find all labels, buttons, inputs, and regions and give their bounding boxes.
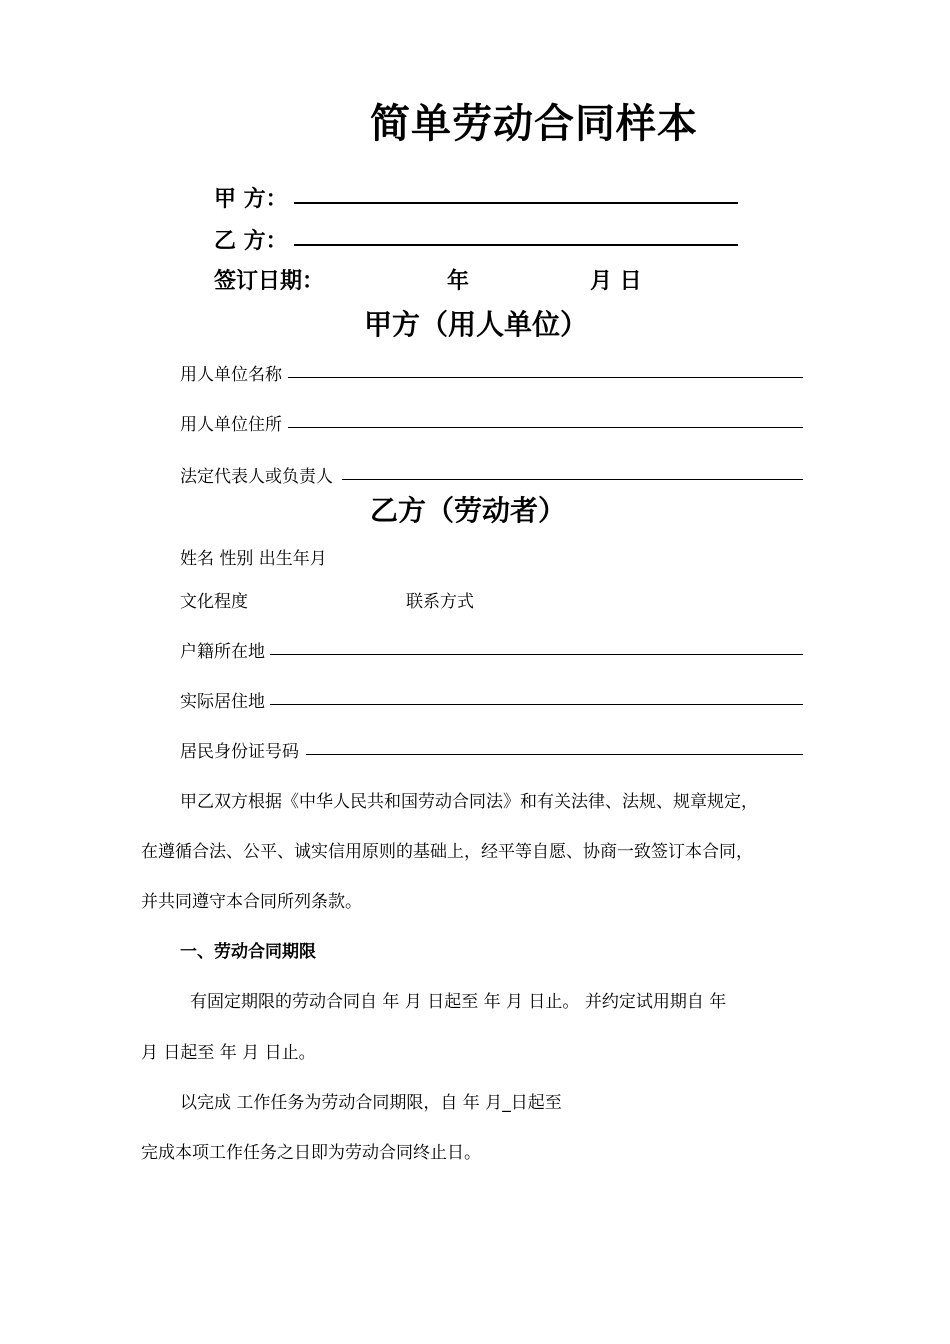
- name-gender-birth-line: 姓名 性别 出生年月: [180, 549, 327, 569]
- party-a-blank[interactable]: [294, 202, 738, 204]
- employer-name-blank[interactable]: [288, 377, 803, 378]
- party-a-label: 甲 方：: [214, 187, 288, 212]
- contact-label: 联系方式: [406, 592, 474, 612]
- education-label: 文化程度: [180, 592, 248, 612]
- clause-1-fixed-term-line-1: 有固定期限的劳动合同自 年 月 日起至 年 月 日止。 并约定试用期自 年: [190, 992, 727, 1012]
- section-b-heading: 乙方（劳动者）: [370, 494, 567, 527]
- clause-1-fixed-term-line-2: 月 日起至 年 月 日止。: [141, 1043, 316, 1063]
- household-reg-label: 户籍所在地: [180, 642, 265, 662]
- id-number-blank[interactable]: [306, 754, 803, 755]
- preamble-line-3: 并共同遵守本合同所列条款。: [141, 892, 362, 912]
- employer-address-blank[interactable]: [288, 427, 803, 428]
- legal-rep-blank[interactable]: [342, 479, 803, 480]
- preamble-line-1: 甲乙双方根据《中华人民共和国劳动合同法》和有关法律、法规、规章规定，: [180, 792, 758, 812]
- employer-name-label: 用人单位名称: [180, 365, 282, 385]
- legal-rep-label: 法定代表人或负责人: [180, 467, 333, 487]
- sign-date-year: 年: [447, 269, 470, 294]
- clause-1-task-term-line-1: 以完成 工作任务为劳动合同期限，自 年 月_日起至: [180, 1093, 562, 1113]
- employer-address-label: 用人单位住所: [180, 415, 282, 435]
- residence-label: 实际居住地: [180, 692, 265, 712]
- clause-1-task-term-line-2: 完成本项工作任务之日即为劳动合同终止日。: [141, 1143, 481, 1163]
- preamble-line-2: 在遵循合法、公平、诚实信用原则的基础上，经平等自愿、协商一致签订本合同，: [141, 842, 753, 862]
- sign-date-label: 签订日期：: [214, 269, 325, 294]
- section-a-heading: 甲方（用人单位）: [364, 308, 589, 341]
- party-b-blank[interactable]: [294, 244, 738, 246]
- household-reg-blank[interactable]: [270, 654, 803, 655]
- party-b-label: 乙 方：: [214, 229, 288, 254]
- residence-blank[interactable]: [270, 704, 803, 705]
- clause-1-heading: 一、劳动合同期限: [180, 942, 316, 962]
- id-number-label: 居民身份证号码: [180, 742, 299, 762]
- sign-date-month-day: 月 日: [590, 269, 642, 294]
- document-title: 简单劳动合同样本: [370, 101, 698, 147]
